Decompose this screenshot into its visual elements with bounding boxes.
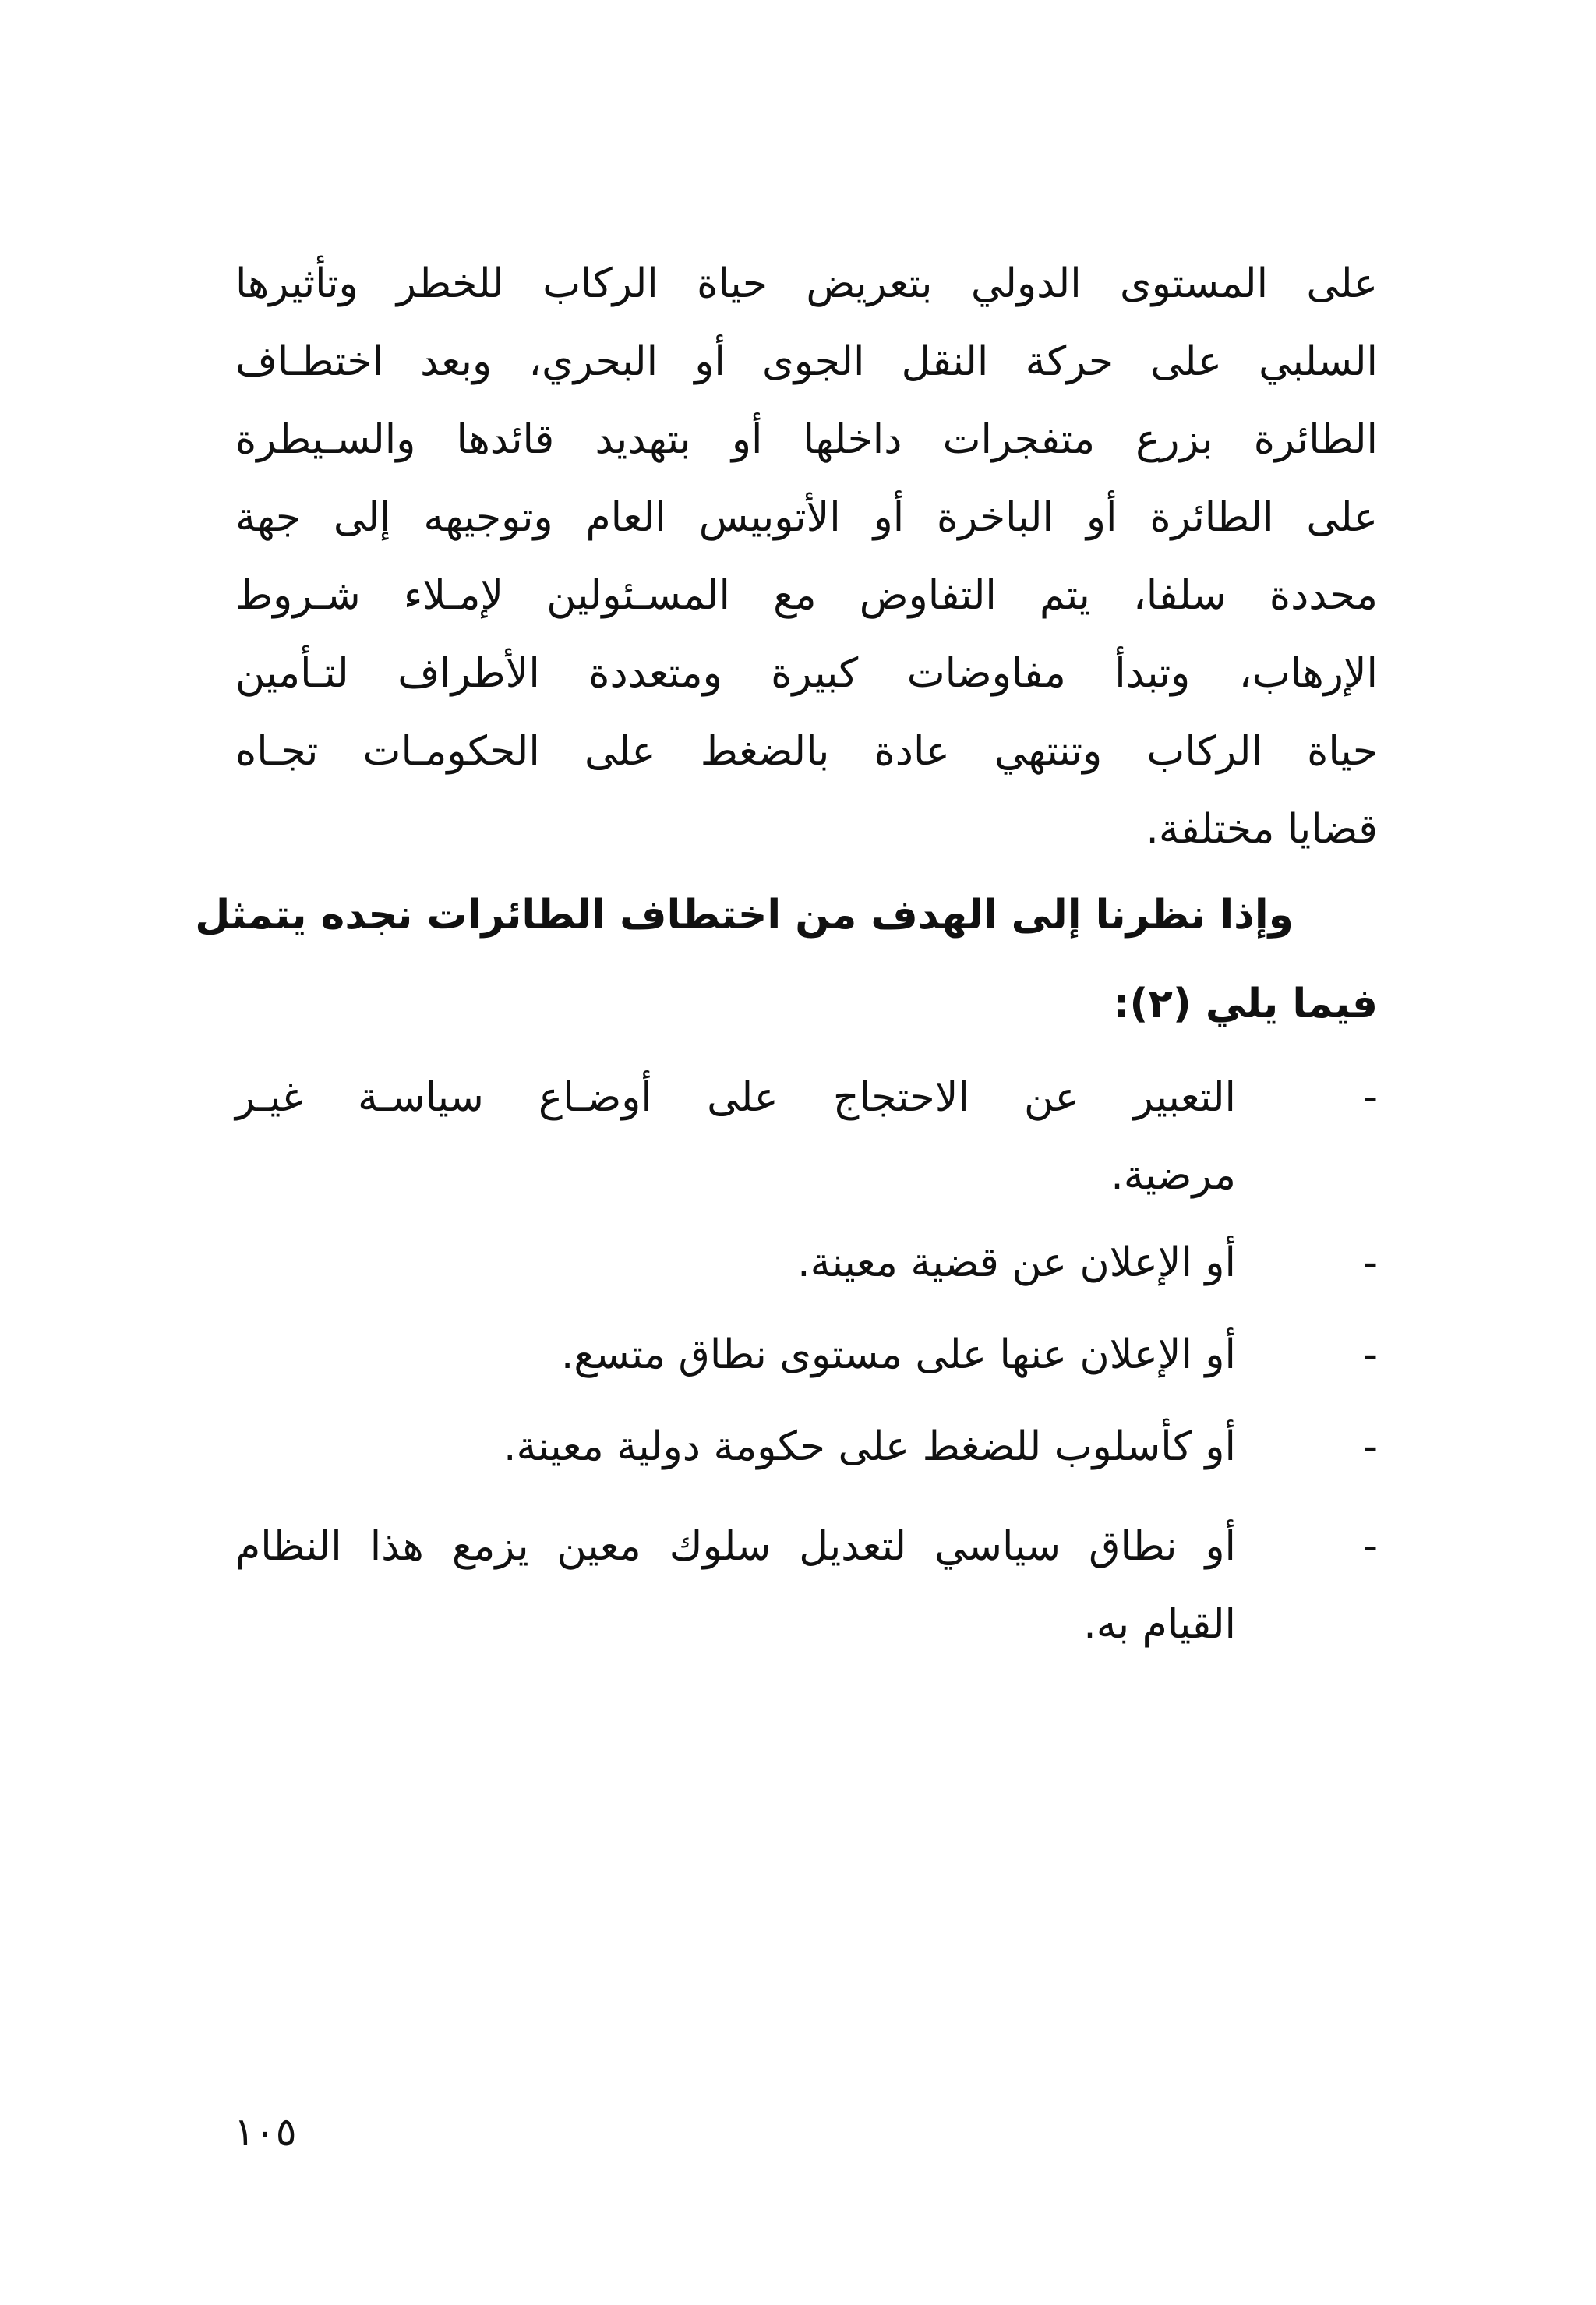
paragraph-line: حياة الركاب وتنتهي عادة بالضغط على الحكومـات تجـاه: [235, 728, 1378, 775]
bullet-dash: -: [1363, 1239, 1378, 1286]
bullet-dash: -: [1363, 1523, 1378, 1570]
paragraph-line: الطائرة بزرع متفجرات داخلها أو بتهديد قائدها والسـيطرة: [235, 416, 1378, 463]
paragraph-line: السلبي على حركة النقل الجوى أو البحري، وبعد اختطـاف: [235, 338, 1378, 385]
list-item-text: القيام به.: [1083, 1601, 1236, 1648]
bullet-dash: -: [1363, 1423, 1378, 1470]
paragraph-line: على المستوى الدولي بتعريض حياة الركاب للخطر وتأثيرها: [235, 260, 1378, 307]
list-item-text: أو الإعلان عنها على مستوى نطاق متسع.: [560, 1331, 1236, 1378]
list-item-text: أو نطاق سياسي لتعديل سلوك معين يزمع هذا النظام: [235, 1523, 1236, 1570]
paragraph-line: على الطائرة أو الباخرة أو الأتوبيس العام وتوجيهه إلى جهة: [235, 494, 1378, 541]
list-item-text: مرضية.: [1110, 1152, 1236, 1199]
page-number: ١٠٥: [234, 2109, 297, 2155]
list-item-text: أو كأسلوب للضغط على حكومة دولية معينة.: [503, 1423, 1236, 1470]
heading-line: وإذا نظرنا إلى الهدف من اختطاف الطائرات نجده يتمثل: [195, 892, 1294, 939]
bullet-dash: -: [1363, 1074, 1378, 1121]
heading-line: فيما يلي (٢):: [1113, 981, 1378, 1027]
paragraph-line: الإرهاب، وتبدأ مفاوضات كبيرة ومتعددة الأطراف لتـأمين: [235, 650, 1378, 697]
paragraph-line: قضايا مختلفة.: [1146, 806, 1378, 853]
paragraph-line: محددة سلفا، يتم التفاوض مع المسـئولين لإمـلاء شـروط: [235, 572, 1378, 619]
list-item-text: التعبير عن الاحتجاج على أوضـاع سياسـة غيـر: [235, 1074, 1236, 1121]
list-item-text: أو الإعلان عن قضية معينة.: [797, 1239, 1236, 1286]
bullet-dash: -: [1363, 1331, 1378, 1378]
